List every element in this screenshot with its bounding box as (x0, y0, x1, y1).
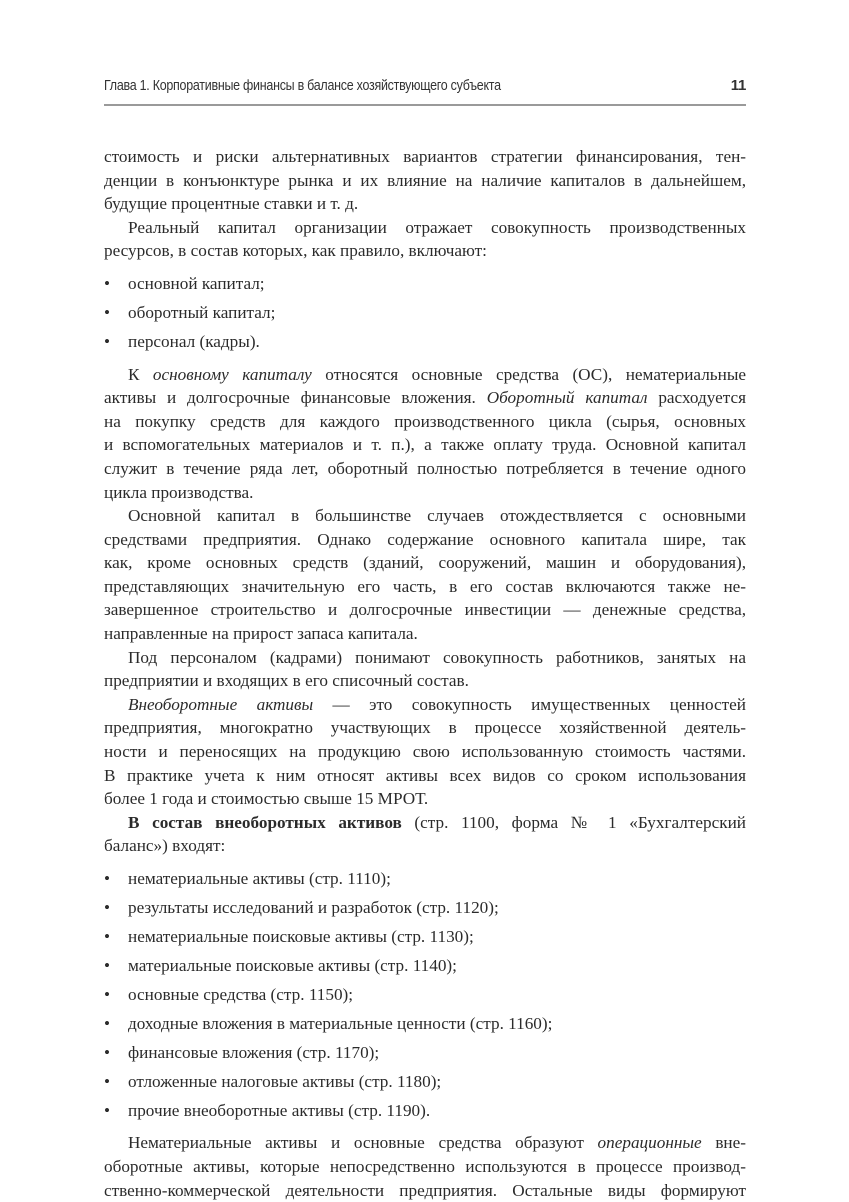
text-line: оборотные активы, которые непосредственно используются в процессе производ- (104, 1157, 746, 1177)
list-item: • прочие внеоборотные активы (стр. 1190). (104, 1099, 746, 1123)
bullet-icon: • (104, 1042, 111, 1062)
text-line: К основному капиталу относятся основные средства (ОС), нематериальные (128, 364, 747, 384)
bullet-icon: • (104, 1013, 111, 1033)
bullet-icon: • (104, 1071, 111, 1091)
paragraph-1 (104, 145, 746, 216)
bullet-icon: • (104, 331, 111, 351)
list-item: • основные средства (стр. 1150); (104, 983, 746, 1007)
text-line: завершенное строительство и долгосрочные инвестиции — денежные средства, (104, 600, 746, 620)
text-line: В состав внеоборотных активов (стр. 1100, форма № 1 «Бухгалтерский (128, 812, 746, 832)
page-body (104, 145, 746, 1202)
paragraph-6 (104, 693, 746, 811)
term-emphasis: операционные (597, 1133, 702, 1153)
list-item: • результаты исследований и разработок (стр. 1120); (104, 896, 746, 920)
bullet-icon: • (104, 984, 111, 1004)
text-line: цикла производства. (104, 482, 254, 502)
text-line: направленные на прирост запаса капитала. (104, 624, 418, 644)
bullet-icon: • (104, 926, 111, 946)
running-header (104, 78, 746, 100)
paragraph-2 (104, 216, 746, 263)
term-emphasis: основному капиталу (152, 364, 312, 384)
text-line: на покупку средств для каждого производственного цикла (сырья, основных (104, 411, 746, 431)
list-item: • нематериальные поисковые активы (стр. 1130); (104, 925, 746, 949)
list-item: • финансовые вложения (стр. 1170); (104, 1041, 746, 1065)
text-line: служит в течение ряда лет, оборотный полностью потребляется в течение одного (104, 458, 746, 478)
bullet-icon: • (104, 273, 111, 293)
bullet-icon: • (104, 869, 111, 888)
paragraph-3 (104, 363, 746, 505)
text-line: будущие процентные ставки и т. д. (104, 194, 359, 214)
text-line: денции в конъюнктуре рынка и их влияние на наличие капиталов в дальнейшем, (104, 170, 746, 190)
text-line: Основной капитал в большинстве случаев отождествляется с основными (128, 506, 746, 526)
text-line: и вспомогательных материалов и т. п.), а также оплату труда. Основной капитал (104, 435, 746, 455)
text-line: как, кроме основных средств (зданий, сооружений, машин и оборудования), (104, 553, 746, 573)
list-item: • персонал (кадры). (104, 330, 746, 354)
text-line: ресурсов, в состав которых, как правило, включают: (104, 241, 487, 261)
paragraph-4 (104, 504, 746, 646)
paragraph-7 (104, 811, 746, 858)
term-emphasis: Внеоборотные активы (128, 694, 314, 714)
text-line: стоимость и риски альтернативных вариантов стратегии финансирования, тен- (104, 147, 746, 166)
bullet-icon: • (104, 302, 111, 322)
text-line: баланс») входят: (104, 836, 226, 856)
text-line: предприятия, многократно участвующих в процессе хозяйственной деятель- (104, 718, 746, 738)
text-line: ственно-коммерческой деятельности предприятия. Остальные виды формируют (104, 1180, 746, 1200)
text-line: Внеоборотные активы — это совокупность имущественных ценностей (128, 694, 746, 714)
capital-components-list (104, 272, 746, 354)
text-line: более 1 года и стоимостью свыше 15 МРОТ. (104, 789, 429, 809)
bullet-icon: • (104, 1100, 111, 1120)
list-item: • нематериальные активы (стр. 1110); (104, 867, 746, 891)
term-emphasis: Оборотный капитал (486, 388, 648, 408)
bullet-icon: • (104, 897, 111, 917)
text-line: Реальный капитал организации отражает совокупность производственных (128, 217, 746, 237)
list-item: • отложенные налоговые активы (стр. 1180); (104, 1070, 746, 1094)
list-item: • оборотный капитал; (104, 301, 746, 325)
text-line: активы и долгосрочные финансовые вложения. Оборотный капитал расходуется (104, 388, 746, 408)
text-line: В практике учета к ним относят активы всех видов со сроком использования (104, 765, 746, 785)
list-item: • доходные вложения в материальные ценности (стр. 1160); (104, 1012, 746, 1036)
page-number: 11 (730, 77, 746, 94)
text-line: Нематериальные активы и основные средства образуют операционные вне- (128, 1133, 746, 1153)
text-line: представляющих значительную его часть, в его состав включаются также не- (104, 576, 746, 596)
running-title: Глава 1. Корпоративные финансы в балансе хозяйствующего субъекта (104, 78, 501, 94)
term-bold: В состав внеоборотных активов (128, 812, 402, 832)
text-line: Под персоналом (кадрами) понимают совокупность работников, занятых на (128, 647, 746, 667)
paragraph-8 (104, 1131, 746, 1202)
bullet-icon: • (104, 955, 111, 975)
text-line: средствами предприятия. Однако содержание основного капитала шире, так (104, 529, 746, 549)
text-line: ности и переносящих на продукцию свою использованную стоимость частями. (104, 742, 746, 762)
text-line: предприятии и входящих в его списочный состав. (104, 671, 469, 691)
header-rule (104, 104, 746, 106)
noncurrent-assets-list (104, 867, 746, 1122)
list-item: • материальные поисковые активы (стр. 1140); (104, 954, 746, 978)
paragraph-5 (104, 646, 746, 693)
list-item: • основной капитал; (104, 272, 746, 296)
